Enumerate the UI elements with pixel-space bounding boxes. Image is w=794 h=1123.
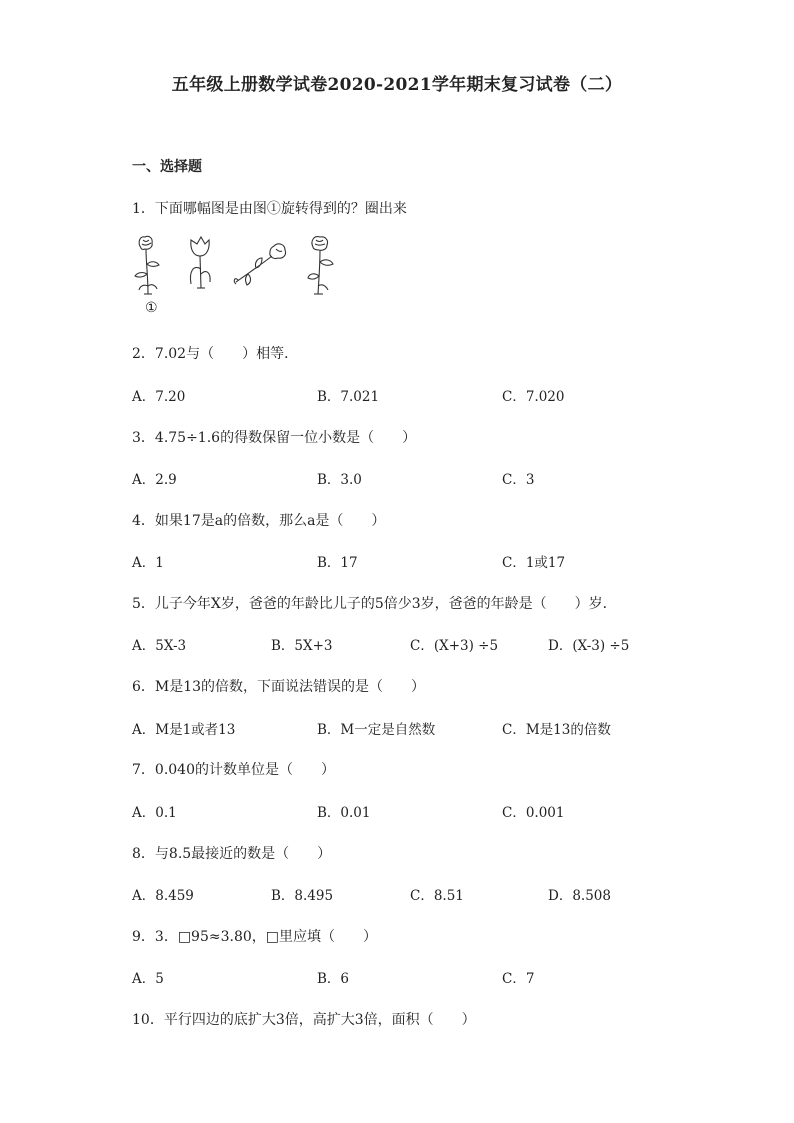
question-7: 7．0.040的计数单位是（ ） [132, 762, 335, 778]
q5-option-b[interactable]: B．5X+3 [271, 638, 333, 654]
q3-option-c[interactable]: C．3 [502, 472, 535, 488]
q8-option-a[interactable]: A．8.459 [132, 888, 194, 904]
q6-option-c[interactable]: C．M是13的倍数 [502, 722, 611, 738]
question-10: 10．平行四边的底扩大3倍，高扩大3倍，面积（ ） [132, 1012, 476, 1028]
q5-option-a[interactable]: A．5X-3 [132, 638, 187, 654]
question-2: 2．7.02与（ ）相等． [132, 346, 299, 362]
question-5: 5．儿子今年X岁，爸爸的年龄比儿子的5倍少3岁，爸爸的年龄是（ ）岁． [132, 596, 617, 612]
q9-option-b[interactable]: B．6 [317, 971, 350, 987]
exam-title: 五年级上册数学试卷2020-2021学年期末复习试卷（二） [171, 75, 623, 95]
q5-option-d[interactable]: D．(X-3) ÷5 [548, 638, 630, 654]
q2-option-b[interactable]: B．7.021 [317, 389, 380, 405]
q4-option-a[interactable]: A．1 [132, 555, 164, 571]
q9-option-c[interactable]: C．7 [502, 971, 535, 987]
question-8: 8．与8.5最接近的数是（ ） [132, 846, 332, 862]
q4-option-b[interactable]: B．17 [317, 555, 358, 571]
q8-option-c[interactable]: C．8.51 [410, 888, 464, 904]
tulip-figure [185, 234, 215, 292]
rose-figure-original [132, 234, 166, 298]
q2-option-c[interactable]: C．7.020 [502, 389, 565, 405]
q6-option-a[interactable]: A．M是1或者13 [132, 722, 236, 738]
q5-option-c[interactable]: C．(X+3) ÷5 [410, 638, 499, 654]
question-6: 6．M是13的倍数，下面说法错误的是（ ） [132, 679, 426, 695]
question-9: 9．3．□95≈3.80，□里应填（ ） [132, 929, 377, 945]
q7-option-a[interactable]: A．0.1 [132, 805, 177, 821]
q7-option-b[interactable]: B．0.01 [317, 805, 371, 821]
question-4: 4．如果17是a的倍数，那么a是（ ） [132, 513, 386, 529]
section-heading: 一、选择题 [132, 159, 202, 175]
q7-option-c[interactable]: C．0.001 [502, 805, 565, 821]
question-1: 1．下面哪幅图是由图①旋转得到的？圈出来 [132, 201, 407, 217]
question-3: 3．4.75÷1.6的得数保留一位小数是（ ） [132, 430, 417, 446]
rose-figure-variant [305, 234, 337, 298]
rose-figure-rotated [230, 240, 290, 288]
q2-option-a[interactable]: A．7.20 [132, 389, 186, 405]
figure-label-circle-1: ① [145, 300, 158, 316]
q8-option-d[interactable]: D．8.508 [548, 888, 611, 904]
q6-option-b[interactable]: B．M一定是自然数 [317, 722, 436, 738]
q3-option-b[interactable]: B．3.0 [317, 472, 362, 488]
q9-option-a[interactable]: A．5 [132, 971, 164, 987]
q3-option-a[interactable]: A．2.9 [132, 472, 177, 488]
q8-option-b[interactable]: B．8.495 [271, 888, 334, 904]
q4-option-c[interactable]: C．1或17 [502, 555, 566, 571]
